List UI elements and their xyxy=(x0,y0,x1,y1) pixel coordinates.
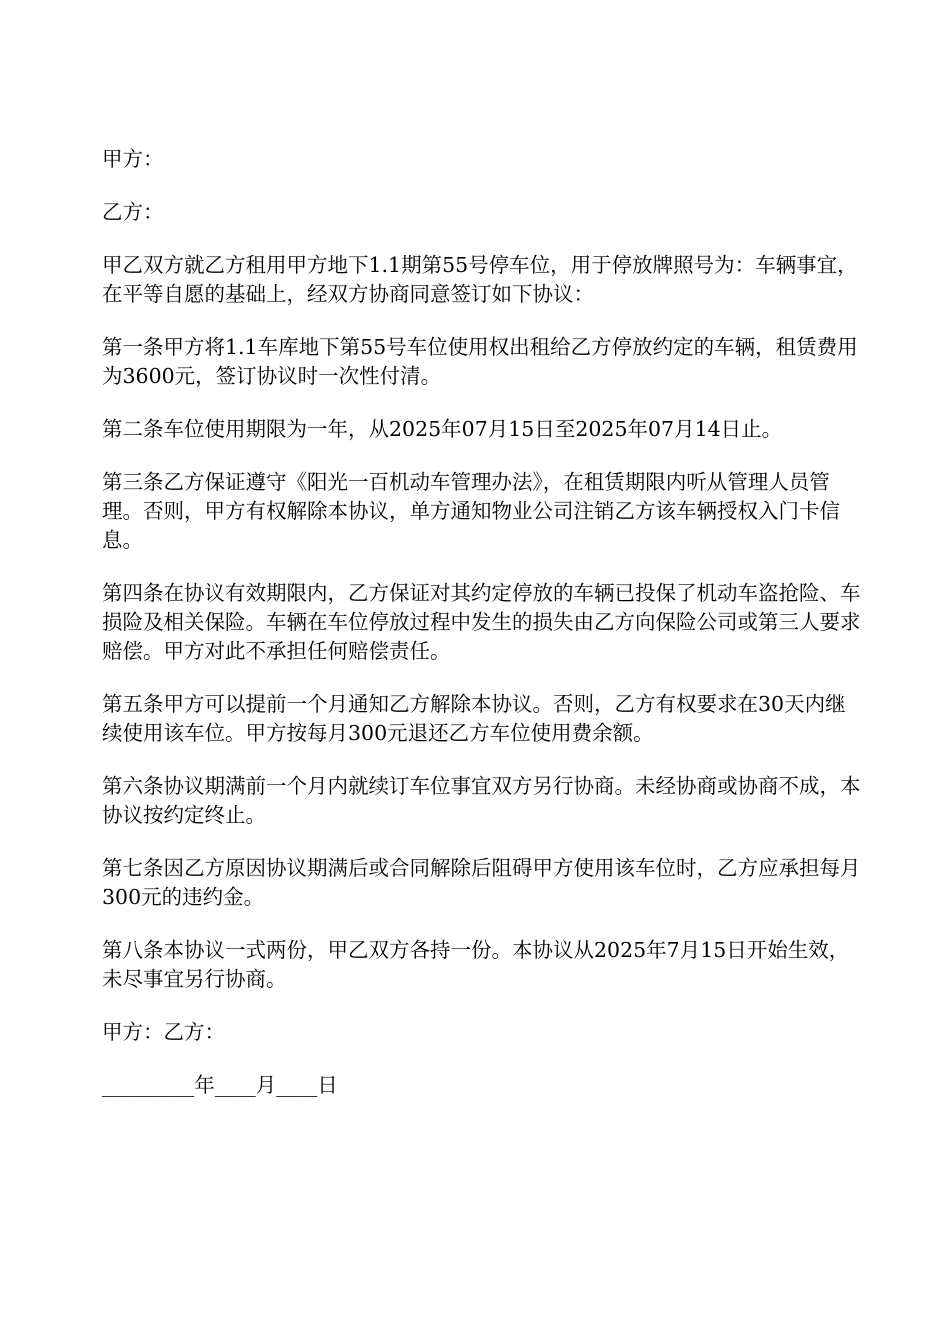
party-b-line: 乙方： xyxy=(102,200,164,224)
clause-8: 第八条本协议一式两份，甲乙双方各持一份。本协议从2025年7月15日开始生效，未尽事宜另行协商。 xyxy=(102,938,850,991)
clause-6: 第六条协议期满前一个月内就续订车位事宜双方另行协商。未经协商或协商不成，本协议按约定终止。 xyxy=(102,774,861,827)
signature-line: 甲方：乙方： xyxy=(102,1020,225,1044)
intro-paragraph: 甲乙双方就乙方租用甲方地下1.1期第55号停车位，用于停放牌照号为：车辆事宜，在平等自愿的基础上，经双方协商同意签订如下协议： xyxy=(102,253,858,306)
agreement-body xyxy=(102,145,862,1100)
clause-3: 第三条乙方保证遵守《阳光一百机动车管理办法》，在租赁期限内听从管理人员管理。否则，甲方有权解除本协议，单方通知物业公司注销乙方该车辆授权入门卡信息。 xyxy=(102,470,840,552)
clause-2: 第二条车位使用期限为一年，从2025年07月15日至2025年07月14日止。 xyxy=(102,417,783,441)
clause-4: 第四条在协议有效期限内，乙方保证对其约定停放的车辆已投保了机动车盗抢险、车损险及相关保险。车辆在车位停放过程中发生的损失由乙方向保险公司或第三人要求赔偿。甲方对此不承担任何赔偿责任。 xyxy=(102,581,861,663)
clause-7: 第七条因乙方原因协议期满后或合同解除后阻碍甲方使用该车位时，乙方应承担每月300元的违约金。 xyxy=(102,856,861,909)
date-line: _________年____月____日 xyxy=(102,1073,338,1097)
party-a-line: 甲方： xyxy=(102,147,164,171)
clause-1: 第一条甲方将1.1车库地下第55号车位使用权出租给乙方停放约定的车辆，租赁费用为3600元，签订协议时一次性付清。 xyxy=(102,335,858,388)
clause-5: 第五条甲方可以提前一个月通知乙方解除本协议。否则，乙方有权要求在30天内继续使用该车位。甲方按每月300元退还乙方车位使用费余额。 xyxy=(102,692,846,745)
